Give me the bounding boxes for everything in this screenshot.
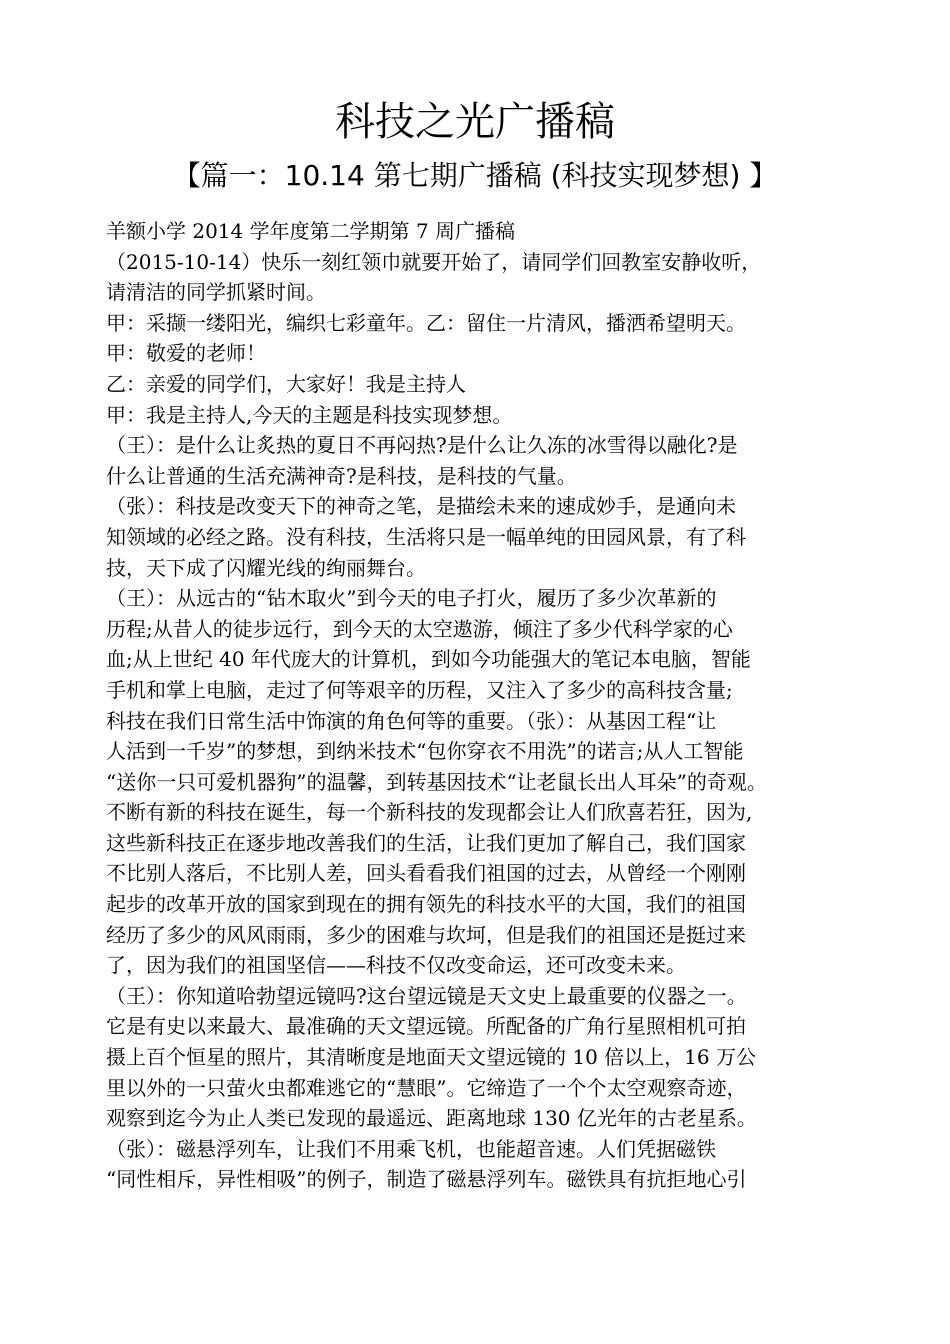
body-line: （张）：磁悬浮列车，让我们不用乘飞机，也能超音速。人们凭据磁铁 bbox=[106, 1136, 716, 1161]
body-line: 血;从上世纪 40 年代庞大的计算机，到如今功能强大的笔记本电脑，智能 bbox=[106, 647, 751, 672]
body-line: 甲：敬爱的老师！ bbox=[106, 341, 266, 366]
body-line: 观察到迄今为止人类已发现的最遥远、距离地球 130 亿光年的古老星系。 bbox=[106, 1106, 757, 1131]
body-line: 科技在我们日常生活中饰演的角色何等的重要。（张）：从基因工程“让 bbox=[106, 708, 717, 733]
body-line: 不断有新的科技在诞生，每一个新科技的发现都会让人们欣喜若狂，因为, bbox=[106, 800, 753, 825]
body-line: 经历了多少的风风雨雨，多少的困难与坎坷，但是我们的祖国还是挺过来 bbox=[106, 922, 746, 947]
body-line: （2015-10-14）快乐一刻红领巾就要开始了，请同学们回教室安静收听， bbox=[106, 249, 762, 274]
document-title: 科技之光广播稿 bbox=[335, 99, 615, 145]
body-line: 甲：我是主持人,今天的主题是科技实现梦想。 bbox=[106, 402, 513, 427]
body-line: 这些新科技正在逐步地改善我们的生活，让我们更加了解自己，我们国家 bbox=[106, 830, 746, 855]
body-line: 里以外的一只萤火虫都难逃它的“慧眼”。它缔造了一个个太空观察奇迹， bbox=[106, 1075, 747, 1100]
body-line: 手机和掌上电脑，走过了何等艰辛的历程，又注入了多少的高科技含量; bbox=[106, 677, 733, 702]
document-subtitle: 【篇一：10.14 第七期广播稿 (科技实现梦想) 】 bbox=[172, 159, 778, 192]
body-line: 甲：采撷一缕阳光，编织七彩童年。乙：留住一片清风，播洒希望明天。 bbox=[106, 310, 746, 335]
body-line: 它是有史以来最大、最准确的天文望远镜。所配备的广角行星照相机可拍 bbox=[106, 1014, 746, 1039]
body-line: 技，天下成了闪耀光线的绚丽舞台。 bbox=[106, 555, 426, 580]
body-line: 羊额小学 2014 学年度第二学期第 7 周广播稿 bbox=[106, 219, 516, 243]
body-line: 摄上百个恒星的照片，其清晰度是地面天文望远镜的 10 倍以上，16 万公 bbox=[106, 1045, 756, 1070]
body-line: 历程;从昔人的徒步远行，到今天的太空遨游，倾注了多少代科学家的心 bbox=[106, 616, 733, 641]
body-line: “送你一只可爱机器狗”的温馨，到转基因技术“让老鼠长出人耳朵”的奇观。 bbox=[106, 769, 767, 794]
body-line: （王）：从远古的“钻木取火”到今天的电子打火，履历了多少次革新的 bbox=[106, 586, 717, 611]
body-line: 起步的改革开放的国家到现在的拥有领先的科技水平的大国，我们的祖国 bbox=[106, 892, 746, 917]
body-line: （张）：科技是改变天下的神奇之笔，是描绘未来的速成妙手，是通向未 bbox=[106, 494, 736, 519]
body-line: “同性相斥，异性相吸”的例子，制造了磁悬浮列车。磁铁具有抗拒地心引 bbox=[106, 1167, 747, 1192]
body-line: 乙：亲爱的同学们，大家好！我是主持人 bbox=[106, 371, 466, 396]
body-line: （王）：是什么让炙热的夏日不再闷热?是什么让久冻的冰雪得以融化?是 bbox=[106, 433, 738, 458]
body-line: 请清洁的同学抓紧时间。 bbox=[106, 280, 326, 305]
body-line: 知领域的必经之路。没有科技，生活将只是一幅单纯的田园风景，有了科 bbox=[106, 524, 746, 549]
body-line: 人活到一千岁”的梦想，到纳米技术“包你穿衣不用洗”的诺言;从人工智能 bbox=[106, 739, 744, 764]
body-line: 了，因为我们的祖国坚信——科技不仅改变命运，还可改变未来。 bbox=[106, 953, 686, 978]
body-line: （王）：你知道哈勃望远镜吗?这台望远镜是天文史上最重要的仪器之一。 bbox=[106, 983, 747, 1008]
body-line: 什么让普通的生活充满神奇?是科技，是科技的气量。 bbox=[106, 463, 577, 488]
document-body bbox=[106, 216, 866, 1195]
body-line: 不比别人落后，不比别人差，回头看看我们祖国的过去，从曾经一个刚刚 bbox=[106, 861, 746, 886]
